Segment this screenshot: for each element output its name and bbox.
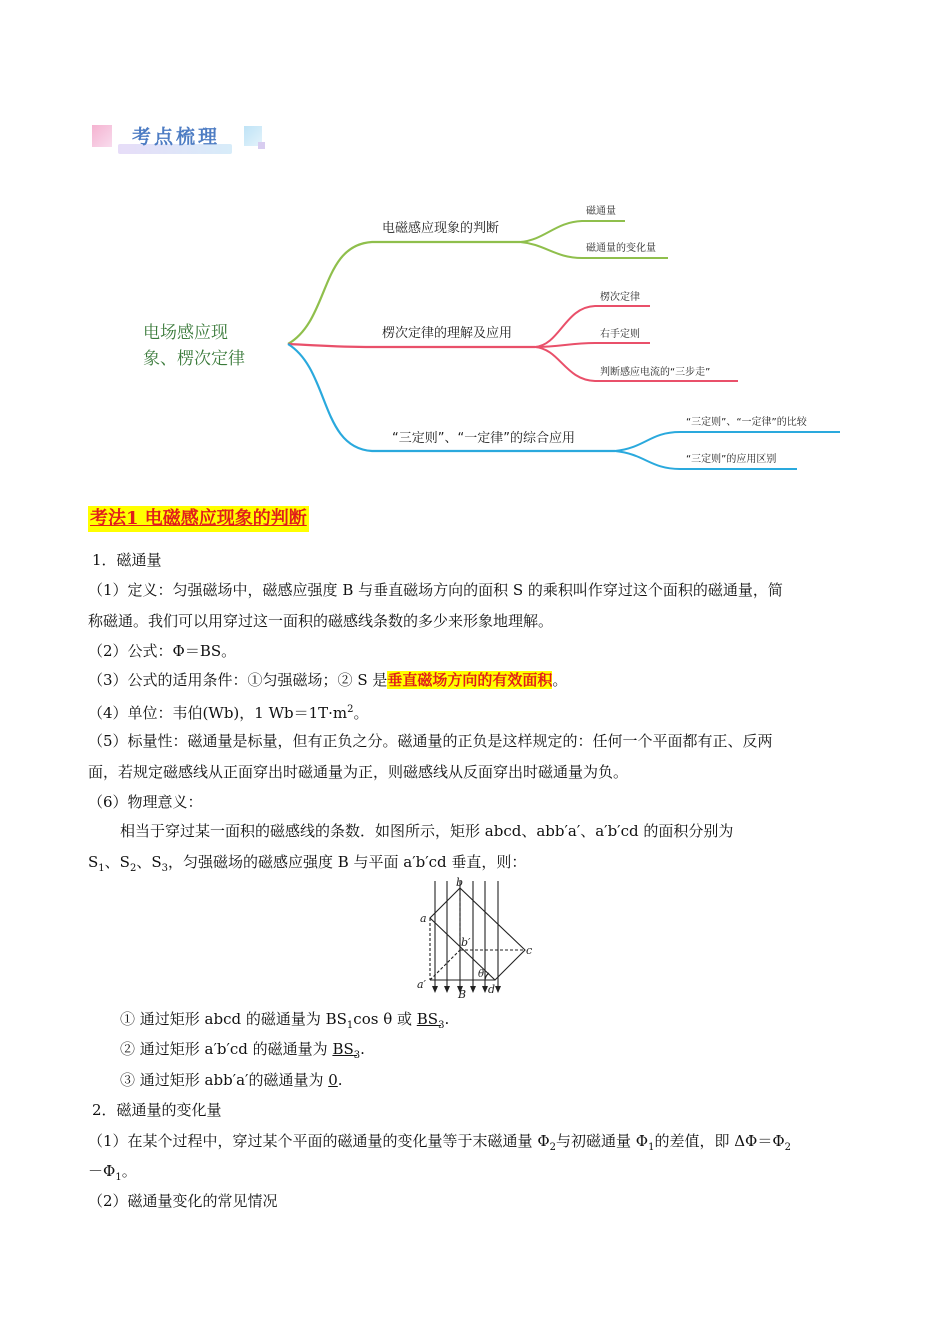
subscript: 3 [161,863,168,874]
subscript: 2 [549,1142,556,1153]
heading-1: 1．磁通量 [92,551,162,569]
para-unit [88,700,369,723]
branch-connector [535,343,650,347]
flux-figure [415,876,535,1000]
heading-2: 2．磁通量的变化量 [92,1101,222,1119]
mind-map [0,190,950,490]
decor-square [258,142,265,149]
subscript: 3 [353,1050,361,1061]
leaf-label: 楞次定律 [600,292,640,303]
leaf-label: 磁通量的变化量 [586,243,656,254]
leaf-label: 磁通量 [586,206,616,217]
text: ③ 通过矩形 abb′a′的磁通量为 [120,1071,329,1089]
item-3 [120,1070,343,1090]
superscript: 2 [347,704,354,715]
item-2 [120,1039,365,1066]
answer-underlined [332,1040,361,1061]
subscript: 2 [784,1142,792,1153]
para-formula: （2）公式：Φ＝BS。 [88,642,237,660]
para-common-cases: （2）磁通量变化的常见情况 [88,1192,278,1210]
text: cos θ 或 [353,1010,417,1028]
para-meaning: （6）物理意义： [88,793,203,811]
decor-square [92,125,112,147]
para-definition-2: 称磁通。我们可以用穿过这一面积的磁感线条数的多少来形象地理解。 [88,612,554,630]
para-explain-2 [88,852,526,879]
text: . [444,1010,450,1028]
label-a: a [420,912,427,925]
text: ，匀强磁场的磁感应强度 B 与平面 a′b′cd 垂直，则： [167,853,527,871]
label-B: B [458,988,467,1000]
text: 、S [104,853,130,871]
highlight-text: 垂直磁场方向的有效面积 [387,671,553,689]
text: （4）单位：韦伯(Wb)，1 Wb＝1T·m [88,704,348,722]
text: 。 [121,1162,137,1180]
text: BS [332,1040,354,1058]
subscript: 3 [438,1020,445,1031]
section-title: 考法1 电磁感应现象的判断 [88,506,309,532]
leaf-label: “三定则”、“一定律”的比较 [686,417,807,428]
para-scalar-2: 面，若规定磁感线从正面穿出时磁通量为正，则磁感线从反面穿出时磁通量为负。 [88,763,629,781]
branch-label-2: 楞次定律的理解及应用 [382,326,513,341]
subscript: 1 [98,863,105,874]
text: 、S [136,853,162,871]
mindmap-root-line2: 象、楞次定律 [143,349,245,369]
para-scalar-1: （5）标量性：磁通量是标量，但有正负之分。磁通量的正负是这样规定的：任何一个平面都有正、反两 [88,732,773,750]
para-change-2 [88,1161,137,1188]
para-change-1 [88,1131,791,1158]
text: 。 [353,704,369,722]
leaf-label: 判断感应电流的“三步走” [600,367,711,378]
text: 与初磁通量 Φ [556,1132,649,1150]
leaf-label: “三定则”的应用区别 [686,454,777,465]
subscript: 1 [346,1020,354,1031]
text: （1）在某个过程中，穿过某个平面的磁通量的变化量等于末磁通量 Φ [88,1132,550,1150]
text: ① 通过矩形 abcd 的磁通量为 BS [120,1010,347,1028]
branch-connector [535,306,650,347]
subscript: 1 [648,1142,655,1153]
header-title: 考点梳理 [132,126,221,148]
branch-label-3: “三定则”、“一定律”的综合应用 [392,431,575,446]
section-header [92,122,272,158]
label-d: d [488,983,496,996]
leaf-label: 右手定则 [600,329,640,340]
text: . [337,1071,343,1089]
para-definition-1: （1）定义：匀强磁场中，磁感应强度 B 与垂直磁场方向的面积 S 的乘积叫作穿过这个面积的磁通量，简 [88,581,783,599]
answer-underlined: 0 [328,1071,338,1089]
label-theta: θ [478,969,485,980]
branch-label-1: 电磁感应现象的判断 [382,221,500,236]
text: 的差值，即 ΔΦ＝Φ [654,1132,785,1150]
para-explain-1: 相当于穿过某一面积的磁感线的条数．如图所示，矩形 abcd、abb′a′、a′b′cd 的面积分别为 [120,822,734,840]
label-b: b [456,876,464,889]
text: ② 通过矩形 a′b′cd 的磁通量为 [120,1040,333,1058]
text: 。 [552,671,568,689]
text: BS [416,1010,439,1028]
para-conditions [88,670,567,690]
label-a-prime: a′ [417,978,427,991]
item-1 [120,1009,449,1036]
branch-connector [615,432,840,451]
text: S [88,853,99,871]
label-c: c [526,944,533,957]
answer-underlined [416,1010,445,1031]
text: （3）公式的适用条件：①匀强磁场；② S 是 [88,671,388,689]
text: －Φ [88,1162,116,1180]
mindmap-root-line1: 电场感应现 [143,323,228,343]
label-b-prime: b′ [461,936,471,949]
branch-connector [288,344,535,347]
subscript: 1 [115,1172,122,1183]
text: . [360,1040,365,1058]
branch-connector [520,221,625,242]
subscript: 2 [129,863,137,874]
